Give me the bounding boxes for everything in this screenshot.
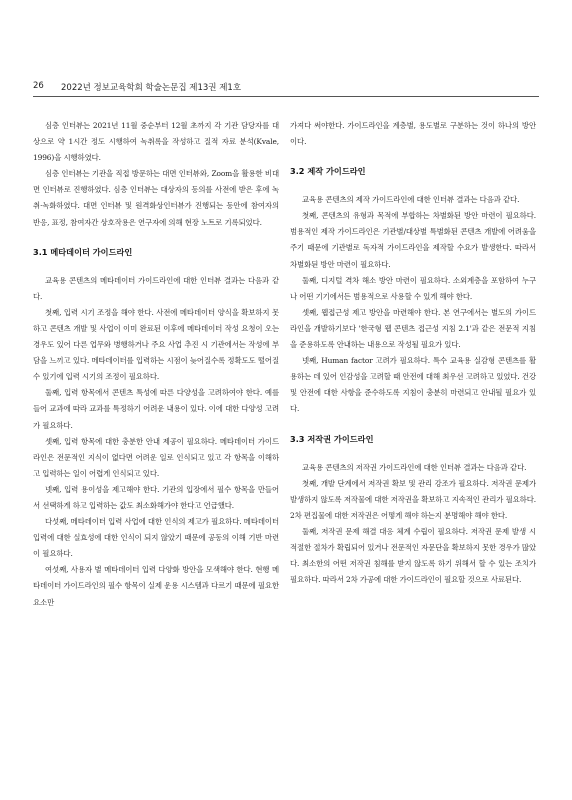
paragraph: 넷째, 입력 용이성을 제고해야 한다. 기관의 입장에서 필수 항목을 만들어서 선택하게 하고 입력하는 값도 최소화해가야 한다고 언급했다. xyxy=(33,484,279,510)
paragraph: 교육용 콘텐츠의 저작권 가이드라인에 대한 인터뷰 결과는 다음과 같다. xyxy=(302,462,527,472)
paragraph: 심층 인터뷰는 기관을 직접 방문하는 대면 인터뷰와, Zoom을 활용한 비대면 인터뷰로 진행하였다. 심층 인터뷰는 대상자의 동의를 사전에 받은 후에 녹취·녹화하였다. 대면 인터뷰 및 원격화상인터뷰가 진행되는 동안에 참여자의 반응, 표정, 참여자간 상호작용은 연구자에 의해 현장 노트로 기록되었다. xyxy=(33,169,279,227)
section-heading-3-2: 3.2 제작 가이드라인 xyxy=(290,166,366,177)
paragraph: 셋째, 입력 항목에 대한 충분한 안내 제공이 필요하다. 메타데이터 가이드라인은 전문적인 지식이 없다면 어려운 일로 인식되고 있고 각 항목을 이해하고 입력하는 일이 어렵게 인식되고 있다. xyxy=(33,436,279,478)
page-number: 26 xyxy=(33,81,44,91)
paragraph: 교육용 콘텐츠의 제작 가이드라인에 대한 인터뷰 결과는 다음과 같다. xyxy=(302,195,520,205)
section-heading-3-3: 3.3 저작권 가이드라인 xyxy=(290,433,374,444)
paragraph: 넷째, Human factor 고려가 필요하다. 특수 교육용 실감형 콘텐츠를 활용하는 데 있어 인감성을 고려할 때 안전에 대해 최우선 고려하고 있었다. 건강 및 안전에 대한 사항을 준수하도록 지침이 충분히 마련되고 안내될 필요가 있다. xyxy=(290,356,536,414)
paragraph: 심층 인터뷰는 2021년 11월 중순부터 12월 초까지 각 기관 담당자를 대상으로 약 1시간 정도 시행하여 녹취록을 작성하고 질적 자료 분석(Kvale, 1996)을 시행하였다. xyxy=(33,121,279,163)
paragraph: 첫째, 콘텐츠의 유형과 목적에 부합하는 차별화된 방안 마련이 필요하다. 범용적인 제작 가이드라인은 기관별/대상별 특별화된 콘텐츠 개발에 어려움을 주기 때문에 기관별로 독자적 가이드라인을 제작할 수요가 발생한다. 따라서 차별화된 방안 마련이 필요하다. xyxy=(290,211,536,269)
paragraph: 가져다 써야한다. 가이드라인을 계층별, 용도별로 구분하는 것이 하나의 방안이다. xyxy=(290,121,536,147)
paragraph: 교육용 콘텐츠의 메타데이터 가이드라인에 대한 인터뷰 결과는 다음과 같다. xyxy=(33,275,279,301)
paragraph: 첫째, 개발 단계에서 저작권 확보 및 관리 강조가 필요하다. 저작권 문제가 발생하지 않도록 저작물에 대한 저작권을 확보하고 지속적인 관리가 필요하다. 2차 편집물에 대한 저작권은 어떻게 해야 하는지 분명해야 해야 한다. xyxy=(290,478,536,520)
paragraph: 둘째, 디지털 격차 해소 방안 마련이 필요하다. 소외계층을 포함하여 누구나 어떤 기기에서든 범용적으로 사용할 수 있게 해야 한다. xyxy=(290,275,536,301)
paragraph: 다섯째, 메타데이터 입력 사업에 대한 인식의 제고가 필요하다. 메타데이터 입력에 대한 실효성에 대한 인식이 되지 않았기 때문에 공동의 이해 기반 마련이 필요하다. xyxy=(33,517,279,559)
left-column xyxy=(33,118,279,611)
header-rule xyxy=(33,96,539,97)
paragraph: 셋째, 웹접근성 제고 방안을 마련해야 한다. 본 연구에서는 별도의 가이드라인을 개발하기보다 '한국형 웹 콘텐츠 접근성 지침 2.1'과 같은 전문적 지침을 준용하도록 안내하는 내용으로 작성될 필요가 있다. xyxy=(290,307,536,350)
running-header xyxy=(33,80,539,96)
paragraph: 둘째, 입력 항목에서 콘텐츠 특성에 따른 다양성을 고려하여야 한다. 예를 들어 교과에 따라 교과를 특정하기 어려운 내용이 있다. 이에 대한 다양성 고려가 필요하다. xyxy=(33,388,279,430)
right-column xyxy=(290,118,536,588)
section-heading-3-1: 3.1 메타데이터 가이드라인 xyxy=(33,246,133,257)
paragraph: 첫째, 입력 시기 조정을 해야 한다. 사전에 메타데이터 양식을 확보하지 못하고 콘텐츠 개발 및 사업이 이미 완료된 이후에 메타데이터 작성 요청이 오는 경우도 있어 다른 업무와 병행하거나 주요 사업 추진 시 기관에서는 작성에 부담을 느끼고 있다. 메타데이터를 입력하는 시점이 늦어질수록 정확도도 떨어질 수 있기에 입력 시기의 조정이 필요하다. xyxy=(33,307,279,382)
running-title: 2022년 정보교육학회 학술논문집 제13권 제1호 xyxy=(61,83,242,93)
paragraph: 둘째, 저작권 문제 해결 대응 체계 수립이 필요하다. 저작권 문제 발생 시 적절한 절차가 확립되어 있거나 전문적인 자문단을 확보하지 못한 경우가 많았다. 최소한의 어떤 저작권 침해를 받지 않도록 하기 위해서 할 수 있는 조치가 필요하다. 따라서 2차 가공에 대한 가이드라인이 필요할 것으로 사료된다. xyxy=(290,526,536,585)
paragraph: 여섯째, 사용자 별 메타데이터 입력 다양화 방안을 모색해야 한다. 현행 메타데이터 가이드라인의 필수 항목이 실제 운용 시스템과 다르기 때문에 필요한 요소만 xyxy=(33,565,279,607)
